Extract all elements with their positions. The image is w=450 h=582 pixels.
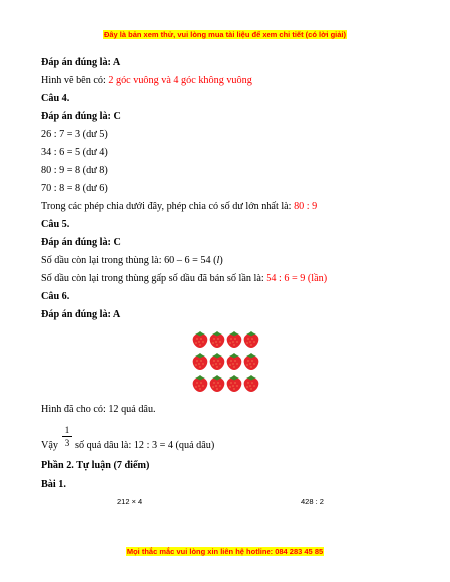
part-2-heading: Phần 2. Tự luận (7 điểm) <box>41 460 150 471</box>
strawberry-icon <box>227 331 242 348</box>
calculation-divide: 428 : 2 <box>301 497 324 506</box>
strawberry-icon <box>193 331 208 348</box>
question-6-heading: Câu 6. <box>41 291 70 302</box>
answer-line-q4: Đáp án đúng là: C <box>41 111 121 122</box>
unit-liter: l <box>216 255 220 266</box>
fraction-bar <box>62 436 72 437</box>
strawberry-icon <box>210 353 225 370</box>
explanation-q5-step1-text: Số dầu còn lại trong thùng là: 60 – 6 = 54 ( <box>41 255 217 266</box>
division-line-2: 34 : 6 = 5 (dư 4) <box>41 147 108 158</box>
division-line-4: 70 : 8 = 8 (dư 6) <box>41 183 108 194</box>
explanation-q5-answer: 54 : 6 = 9 (lần) <box>266 273 328 284</box>
explanation-q3-answer: 2 góc vuông và 4 góc không vuông <box>108 75 252 86</box>
question-5-heading: Câu 5. <box>41 219 70 230</box>
explanation-q4 <box>41 201 317 213</box>
division-line-3: 80 : 9 = 8 (dư 8) <box>41 165 108 176</box>
header-notice <box>0 30 450 39</box>
strawberry-icon <box>193 353 208 370</box>
answer-line-q5: Đáp án đúng là: C <box>41 237 121 248</box>
exercise-1-heading: Bài 1. <box>41 479 66 490</box>
explanation-q5-step2-text: Số dầu còn lại trong thùng gấp số dầu đã bán số lần là: <box>41 273 267 284</box>
fraction-denominator: 3 <box>64 438 70 448</box>
explanation-q6-total: Hình đã cho có: 12 quả dâu. <box>41 404 156 415</box>
fraction-numerator: 1 <box>64 425 70 435</box>
explanation-q3-text: Hình vẽ bên có: <box>41 75 109 86</box>
strawberry-icon <box>193 375 208 392</box>
division-line-1: 26 : 7 = 3 (dư 5) <box>41 129 108 140</box>
explanation-q6-suffix: số quả dâu là: 12 : 3 = 4 (quả dâu) <box>74 440 215 451</box>
answer-line-q6: Đáp án đúng là: A <box>41 309 121 320</box>
answer-line-q3: Đáp án đúng là: A <box>41 57 121 68</box>
question-4-heading: Câu 4. <box>41 93 70 104</box>
strawberry-icon <box>244 353 259 370</box>
strawberry-icon <box>244 331 259 348</box>
explanation-q5-step1 <box>41 255 223 267</box>
explanation-q3 <box>41 75 252 87</box>
strawberry-grid-image <box>191 330 259 394</box>
explanation-q6-prefix: Vậy <box>41 440 58 451</box>
header-notice-text: Đây là bản xem thử, vui lòng mua tài liệu để xem chi tiết (có lời giải) <box>103 30 347 39</box>
calculation-multiply: 212 × 4 <box>117 497 143 506</box>
strawberry-icon <box>244 375 259 392</box>
footer-notice <box>0 547 450 556</box>
strawberry-icon <box>227 375 242 392</box>
strawberry-icon <box>227 353 242 370</box>
explanation-q5-step2 <box>41 273 327 285</box>
footer-notice-text: Mọi thắc mắc vui lòng xin liên hệ hotline: 084 283 45 85 <box>126 547 324 556</box>
strawberry-icon <box>210 375 225 392</box>
strawberry-icon <box>210 331 225 348</box>
explanation-q5-step1-close: ) <box>219 255 223 266</box>
explanation-q6-result <box>41 440 214 452</box>
explanation-q4-answer: 80 : 9 <box>294 201 318 212</box>
explanation-q4-text: Trong các phép chia dưới đây, phép chia có số dư lớn nhất là: <box>41 201 295 212</box>
